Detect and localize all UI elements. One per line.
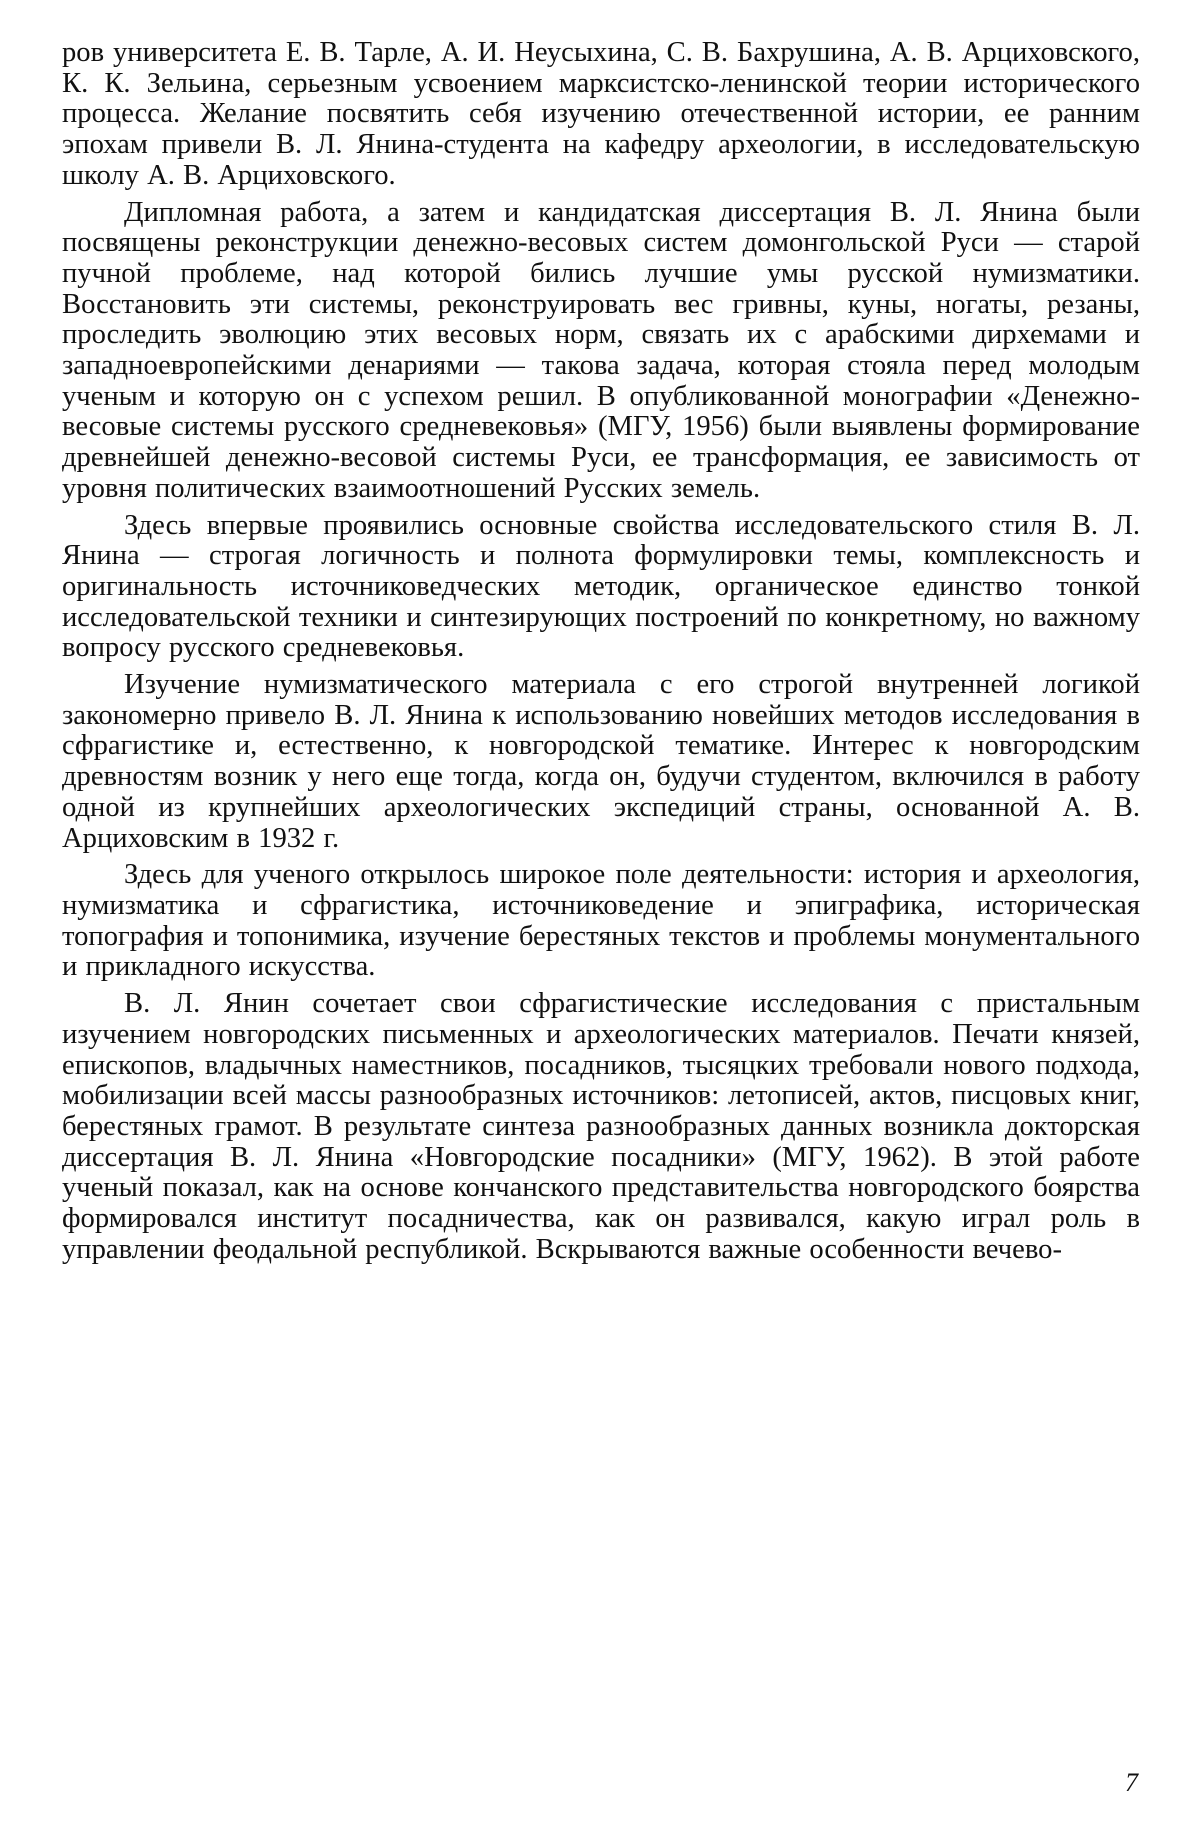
paragraph-5: Здесь для ученого открылось широкое поле деятельности: история и археология, нумизматика и сфрагистика, источниковедение и эпиграфика, историческая топография и топонимика, изучение берестяных текстов и проблемы монументального и прикладного искусства. — [62, 859, 1140, 983]
document-page — [62, 38, 1140, 1798]
page-number: 7 — [1125, 1768, 1138, 1797]
paragraph-3: Здесь впервые проявились основные свойства исследовательского стиля В. Л. Янина — строгая логичность и полнота формулировки темы, комплексность и оригинальность источниковедческих методик, органическое единство тонкой исследовательской техники и синтезирующих построений по конкретному, но важному вопросу русского средневековья. — [62, 509, 1140, 664]
paragraph-6: В. Л. Янин сочетает свои сфрагистические исследования с пристальным изучением новгородских письменных и археологических материалов. Печати князей, епископов, владычных наместников, посадников, тысяцких требовали нового подхода, мобилизации всей массы разнообразных источников: летописей, актов, писцовых книг, берестяных грамот. В результате синтеза разнообразных данных возникла докторская диссертация В. Л. Янина «Новгородские посадники» (МГУ, 1962). В этой работе ученый показал, как на основе кончанского представительства новгородского боярства формировался институт посадничества, как он развивался, какую играл роль в управлении феодальной республикой. Вскрываются важные особенности вечево- — [62, 988, 1140, 1265]
paragraph-2: Дипломная работа, а затем и кандидатская диссертация В. Л. Янина были посвящены реконструкции денежно-весовых систем домонгольской Руси — старой пучной проблеме, над которой бились лучшие умы русской нумизматики. Восстановить эти системы, реконструировать вес гривны, куны, ногаты, резаны, проследить эволюцию этих весовых норм, связать их с арабскими дирхемами и западноевропейскими денариями — такова задача, которая стояла перед молодым ученым и которую он с успехом решил. В опубликованной монографии «Денежно-весовые системы русского средневековья» (МГУ, 1956) были выявлены формирование древнейшей денежно-весовой системы Руси, ее трансформация, ее зависимость от уровня политических взаимоотношений Русских земель. — [62, 196, 1140, 504]
paragraph-4: Изучение нумизматического материала с его строгой внутренней логикой закономерно привело В. Л. Янина к использованию новейших методов исследования в сфрагистике и, естественно, к новгородской тематике. Интерес к новгородским древностям возник у него еще тогда, когда он, будучи студентом, включился в работу одной из крупнейших археологических экспедиций страны, основанной А. В. Арциховским в 1932 г. — [62, 669, 1140, 854]
paragraph-1: ров университета Е. В. Тарле, А. И. Неусыхина, С. В. Бахрушина, А. В. Арциховского, К. К. Зельина, серьезным усвоением марксистско-ленинской теории исторического процесса. Желание посвятить себя изучению отечественной истории, ее ранним эпохам привели В. Л. Янина-студента на кафедру археологии, в исследовательскую школу А. В. Арциховского. — [62, 37, 1140, 191]
